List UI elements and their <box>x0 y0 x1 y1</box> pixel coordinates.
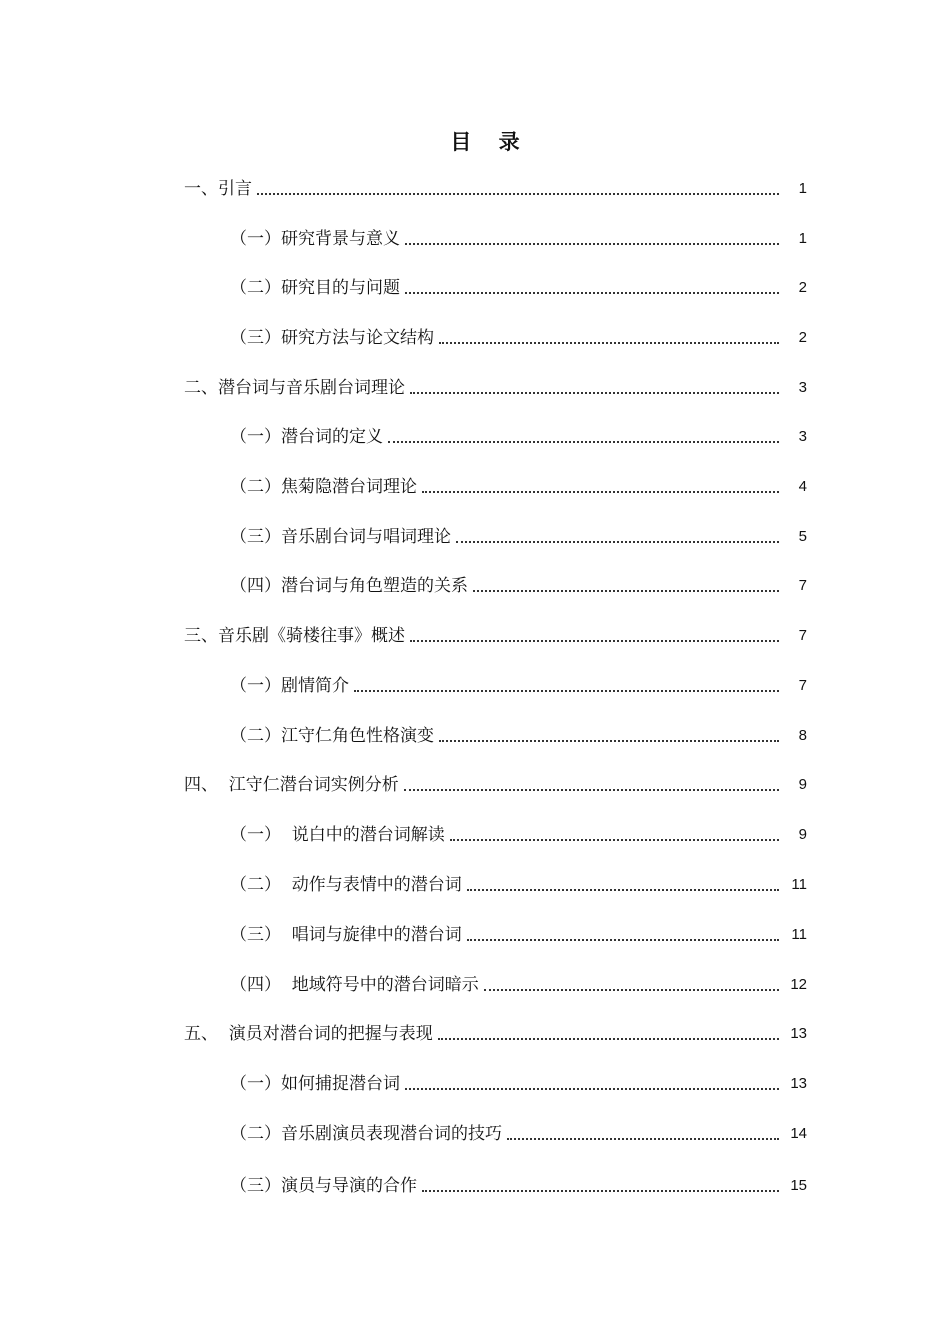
toc-entry[interactable] <box>230 822 807 846</box>
toc-dot-leader <box>388 441 779 443</box>
toc-entry[interactable] <box>230 1071 807 1095</box>
toc-page-number: 7 <box>798 677 807 694</box>
toc-dot-leader <box>422 491 779 493</box>
toc-page-number: 7 <box>798 627 807 644</box>
toc-page-number: 9 <box>798 826 807 843</box>
toc-entry[interactable] <box>230 524 807 548</box>
toc-dot-leader <box>354 690 779 692</box>
toc-page-number: 3 <box>798 428 807 445</box>
toc-page-number: 5 <box>798 528 807 545</box>
toc-entry[interactable] <box>230 424 807 448</box>
toc-entry-label: （四）潜台词与角色塑造的关系 <box>230 576 468 596</box>
toc-page-number: 12 <box>790 976 807 993</box>
toc-entry-label: 二、潜台词与音乐剧台词理论 <box>184 378 405 398</box>
toc-entry-label: （一） 说白中的潜台词解读 <box>230 825 445 845</box>
toc-page-number: 8 <box>798 727 807 744</box>
toc-page-number: 1 <box>798 180 807 197</box>
toc-entry-label: 五、 演员对潜台词的把握与表现 <box>184 1024 433 1044</box>
toc-entry-label: （一）潜台词的定义 <box>230 427 383 447</box>
toc-entry-label: （二）研究目的与问题 <box>230 278 400 298</box>
toc-dot-leader <box>439 740 779 742</box>
toc-dot-leader <box>467 889 779 891</box>
toc-dot-leader <box>404 789 779 791</box>
toc-dot-leader <box>439 342 779 344</box>
toc-entry[interactable] <box>230 1121 807 1145</box>
toc-entry-label: 四、 江守仁潜台词实例分析 <box>184 775 399 795</box>
toc-dot-leader <box>507 1138 779 1140</box>
toc-dot-leader <box>405 243 779 245</box>
toc-dot-leader <box>473 590 779 592</box>
toc-entry[interactable] <box>230 972 807 996</box>
toc-dot-leader <box>257 193 779 195</box>
toc-dot-leader <box>467 939 779 941</box>
toc-entry-label: （二）焦菊隐潜台词理论 <box>230 477 417 497</box>
toc-entry-label: 一、引言 <box>184 179 252 199</box>
toc-dot-leader <box>484 989 779 991</box>
toc-entry[interactable] <box>230 325 807 349</box>
toc-page-number: 15 <box>790 1177 807 1194</box>
toc-dot-leader <box>405 292 779 294</box>
toc-dot-leader <box>410 392 779 394</box>
toc-entry-label: 三、音乐剧《骑楼往事》概述 <box>184 626 405 646</box>
toc-entry[interactable] <box>230 573 807 597</box>
toc-entry-label: （二）音乐剧演员表现潜台词的技巧 <box>230 1124 502 1144</box>
toc-dot-leader <box>405 1088 779 1090</box>
toc-dot-leader <box>438 1038 779 1040</box>
toc-entry[interactable] <box>230 922 807 946</box>
toc-entry-label: （一）如何捕捉潜台词 <box>230 1074 400 1094</box>
toc-entry[interactable] <box>230 474 807 498</box>
toc-entry[interactable] <box>184 375 807 399</box>
toc-entry[interactable] <box>230 275 807 299</box>
toc-entry-label: （三）音乐剧台词与唱词理论 <box>230 527 451 547</box>
toc-entry[interactable] <box>230 673 807 697</box>
toc-entry[interactable] <box>184 623 807 647</box>
toc-entry[interactable] <box>230 723 807 747</box>
toc-dot-leader <box>410 640 779 642</box>
toc-page-number: 11 <box>791 926 807 943</box>
toc-entry-label: （一）剧情简介 <box>230 676 349 696</box>
toc-entry[interactable] <box>184 1021 807 1045</box>
toc-dot-leader <box>456 541 779 543</box>
toc-entry[interactable] <box>230 872 807 896</box>
toc-entry[interactable] <box>230 226 807 250</box>
toc-dot-leader <box>422 1190 779 1192</box>
toc-page-number: 2 <box>798 329 807 346</box>
toc-entry[interactable] <box>184 176 807 200</box>
toc-page-number: 9 <box>798 776 807 793</box>
toc-entry-label: （二） 动作与表情中的潜台词 <box>230 875 462 895</box>
toc-page-number: 13 <box>790 1025 807 1042</box>
toc-page-number: 2 <box>798 279 807 296</box>
toc-page-number: 4 <box>798 478 807 495</box>
toc-entry-label: （二）江守仁角色性格演变 <box>230 726 434 746</box>
toc-entry-label: （三） 唱词与旋律中的潜台词 <box>230 925 462 945</box>
toc-entry[interactable] <box>184 772 807 796</box>
toc-page-number: 11 <box>791 876 807 893</box>
toc-entry-label: （一）研究背景与意义 <box>230 229 400 249</box>
toc-page-number: 14 <box>790 1125 807 1142</box>
toc-page-number: 13 <box>790 1075 807 1092</box>
toc-entry-label: （三）研究方法与论文结构 <box>230 328 434 348</box>
toc-entry-label: （四） 地域符号中的潜台词暗示 <box>230 975 479 995</box>
toc-title: 目 录 <box>450 129 530 154</box>
toc-entry[interactable] <box>230 1173 807 1197</box>
toc-page-number: 3 <box>798 379 807 396</box>
toc-page-number: 7 <box>798 577 807 594</box>
toc-entry-label: （三）演员与导演的合作 <box>230 1176 417 1196</box>
toc-dot-leader <box>450 839 779 841</box>
toc-page-number: 1 <box>798 230 807 247</box>
